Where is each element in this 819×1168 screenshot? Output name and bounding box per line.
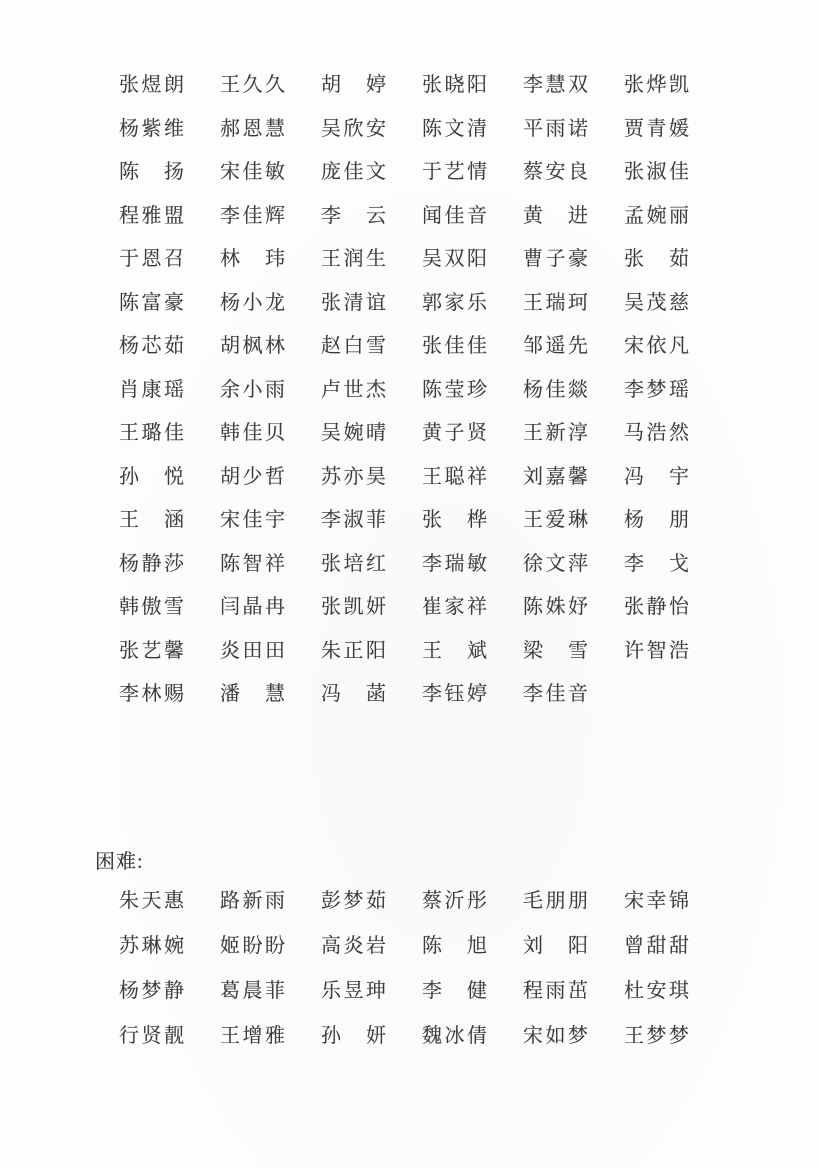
name-item: 高炎岩 [321,935,389,957]
name-item: 程雅盟 [119,204,187,227]
name-item: 魏冰倩 [422,1025,490,1047]
name-item: 闫晶冉 [220,596,288,618]
name-item: 杨小龙 [220,291,288,314]
name-item: 闻佳音 [422,204,490,227]
name-item: 葛晨菲 [220,980,288,1002]
roster-name-grid [119,72,725,725]
name-item: 胡枫林 [220,335,288,357]
name-item: 刘嘉馨 [523,465,591,488]
name-item: 吴双阳 [422,248,490,270]
name-item: 崔家祥 [422,596,490,618]
name-item: 刘 阳 [523,935,591,957]
name-item: 乐昱珅 [321,980,389,1002]
name-item: 张 茹 [624,248,692,270]
hardship-name-grid [119,888,725,1068]
name-item: 陈文清 [422,117,490,140]
name-item: 王梦梦 [624,1025,692,1047]
name-item: 冯 宇 [624,465,692,488]
name-item: 蔡安良 [523,161,591,183]
name-item: 韩傲雪 [119,596,187,618]
name-item: 张培红 [321,552,389,575]
name-item: 杨芯茹 [119,335,187,357]
name-item: 杜安琪 [624,980,692,1002]
name-item: 肖康瑶 [119,378,187,401]
name-item: 陈莹珍 [422,378,490,401]
name-item: 李林赐 [119,683,187,705]
name-item: 梁 雪 [523,639,591,662]
name-item: 宋佳宇 [220,509,288,531]
name-item: 王久久 [220,74,288,96]
name-item: 宋幸锦 [624,890,692,912]
name-item: 李佳音 [523,683,591,705]
name-item: 马浩然 [624,422,692,444]
name-item: 张淑佳 [624,161,692,183]
name-item: 张静怡 [624,596,692,618]
name-item: 王璐佳 [119,422,187,444]
name-item: 黄子贤 [422,422,490,444]
name-item: 于艺情 [422,161,490,183]
name-item: 王聪祥 [422,465,490,488]
name-item: 陈姝妤 [523,596,591,618]
name-item: 行贤靓 [119,1025,187,1047]
name-item: 杨佳燚 [523,378,591,401]
name-item: 王 斌 [422,639,490,662]
name-item: 苏琳婉 [119,935,187,957]
name-item: 李梦瑶 [624,378,692,401]
name-item: 张晓阳 [422,74,490,96]
name-item: 朱天惠 [119,890,187,912]
name-item: 张清谊 [321,291,389,314]
name-item: 林 玮 [220,248,288,270]
name-item: 杨梦静 [119,980,187,1002]
name-item: 张 桦 [422,509,490,531]
name-item: 蔡沂彤 [422,890,490,912]
name-item: 孟婉丽 [624,204,692,227]
name-item: 李 云 [321,204,389,227]
name-item: 王新淳 [523,422,591,444]
name-item: 潘 慧 [220,683,288,705]
name-item: 杨静莎 [119,552,187,575]
name-item: 张煜朗 [119,74,187,96]
name-item: 许智浩 [624,639,692,662]
name-item: 孙 妍 [321,1025,389,1047]
name-item: 李 健 [422,980,490,1002]
name-item: 郭家乐 [422,291,490,314]
empty-cell [624,681,725,725]
name-item: 吴婉晴 [321,422,389,444]
name-item: 朱正阳 [321,639,389,662]
name-item: 王瑞珂 [523,291,591,314]
name-item: 姬盼盼 [220,935,288,957]
name-item: 张艺馨 [119,639,187,662]
name-item: 宋依凡 [624,335,692,357]
name-item: 王润生 [321,248,389,270]
name-item: 陈富豪 [119,291,187,314]
name-item: 余小雨 [220,378,288,401]
name-item: 庞佳文 [321,161,389,183]
name-item: 宋佳敏 [220,161,288,183]
name-item: 平雨诺 [523,117,591,140]
name-item: 张佳佳 [422,335,490,357]
name-item: 李佳辉 [220,204,288,227]
name-item: 王爱琳 [523,509,591,531]
name-item: 吴茂慈 [624,291,692,314]
name-item: 赵白雪 [321,335,389,357]
name-item: 胡 婷 [321,74,389,96]
name-item: 曹子豪 [523,248,591,270]
name-item: 黄 进 [523,204,591,227]
name-item: 李慧双 [523,74,591,96]
name-item: 张烨凯 [624,74,692,96]
name-item: 徐文萍 [523,552,591,575]
name-item: 陈 旭 [422,935,490,957]
name-item: 张凯妍 [321,596,389,618]
name-item: 王 涵 [119,509,187,531]
name-item: 郝恩慧 [220,117,288,140]
name-item: 李瑞敏 [422,552,490,575]
name-item: 胡少哲 [220,465,288,488]
name-item: 毛朋朋 [523,890,591,912]
name-item: 李淑菲 [321,509,389,531]
name-item: 程雨茁 [523,980,591,1002]
name-item: 冯 菡 [321,683,389,705]
name-item: 宋如梦 [523,1025,591,1047]
name-item: 杨紫维 [119,117,187,140]
name-item: 李 戈 [624,552,692,575]
hardship-section-heading: 困难: [95,851,144,873]
name-item: 李钰婷 [422,683,490,705]
name-item: 苏亦昊 [321,465,389,488]
name-item: 吴欣安 [321,117,389,140]
name-item: 孙 悦 [119,465,187,488]
name-item: 韩佳贝 [220,422,288,444]
name-item: 路新雨 [220,890,288,912]
name-item: 王增雅 [220,1025,288,1047]
name-item: 陈 扬 [119,161,187,183]
name-item: 贾青媛 [624,117,692,140]
name-item: 于恩召 [119,248,187,270]
name-item: 陈智祥 [220,552,288,575]
name-item: 邹遥先 [523,335,591,357]
name-item: 彭梦茹 [321,890,389,912]
name-item: 炎田田 [220,639,288,662]
name-item: 曾甜甜 [624,935,692,957]
name-item: 杨 朋 [624,509,692,531]
name-item: 卢世杰 [321,378,389,401]
